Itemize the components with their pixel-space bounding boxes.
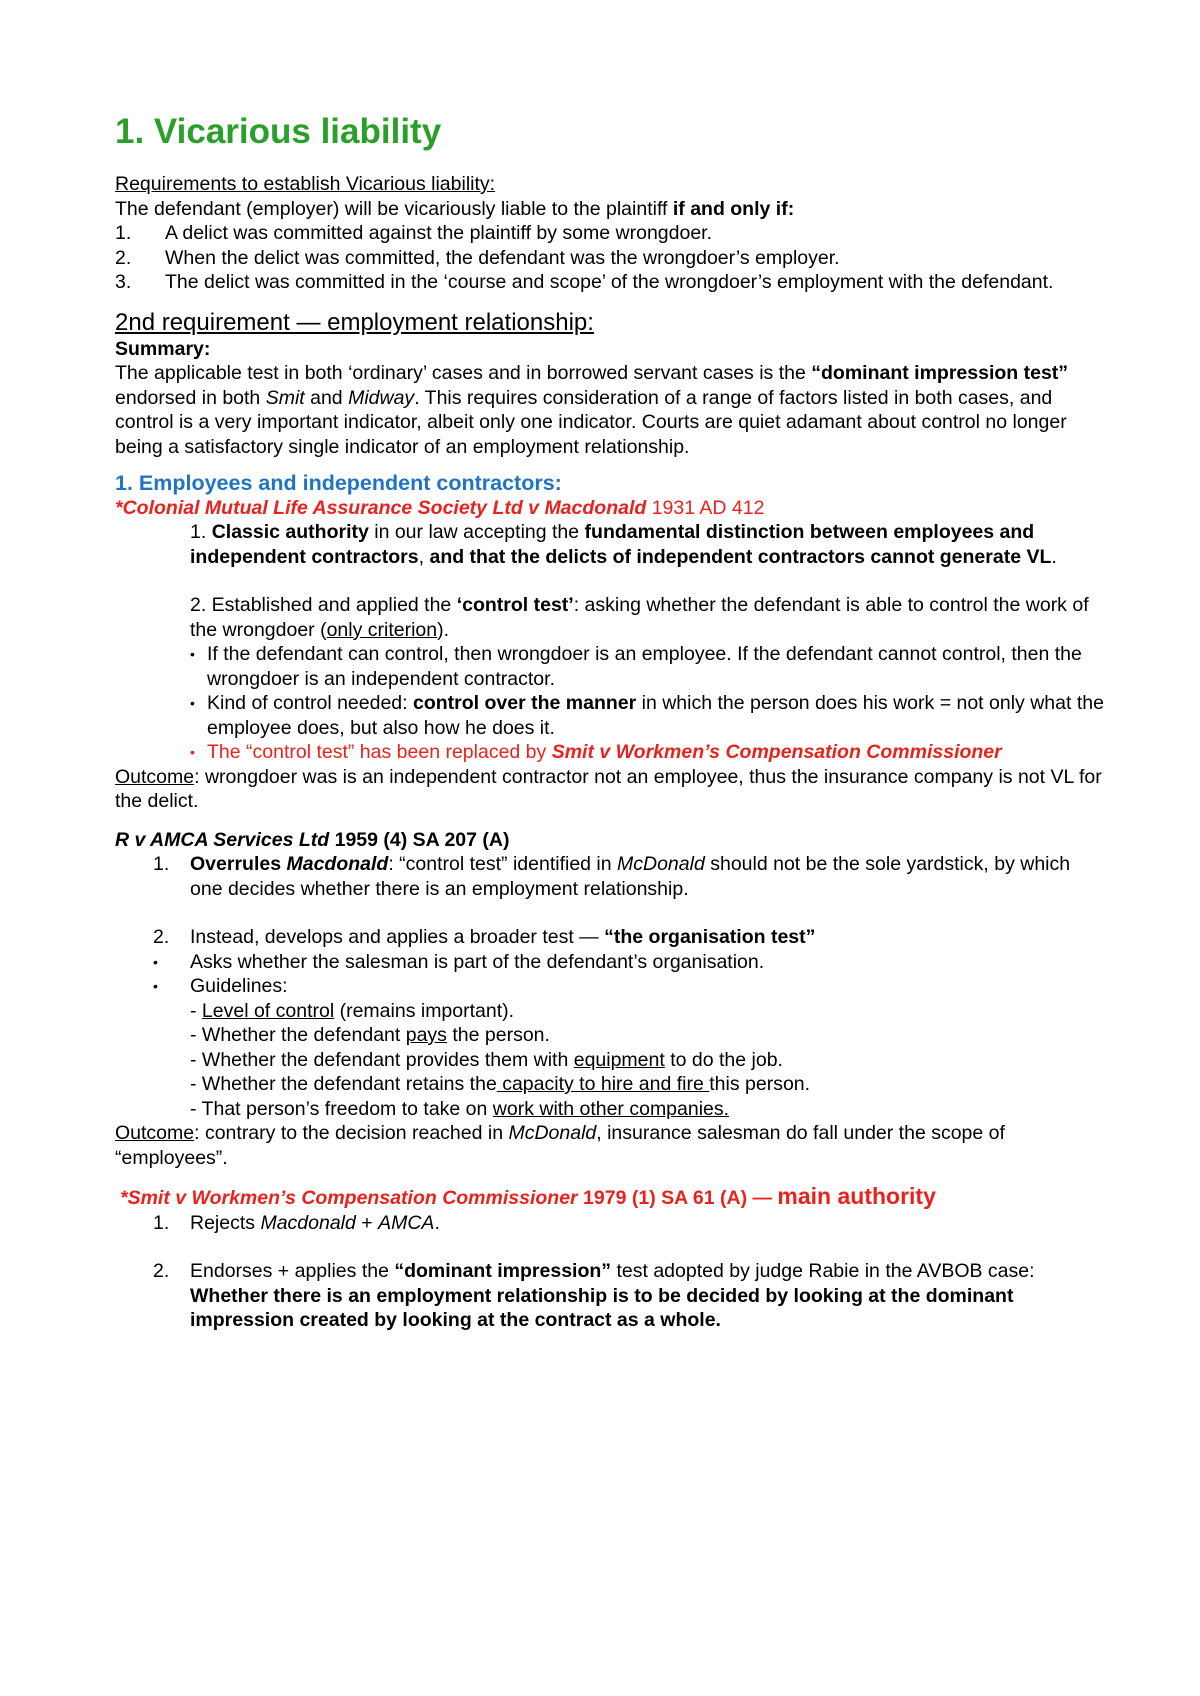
section-heading-employment: 2nd requirement — employment relationship: (115, 308, 594, 336)
requirement-item (115, 270, 1105, 295)
requirements-intro: The defendant (employer) will be vicariously liable to the plaintiff if and only if: (115, 197, 795, 220)
bullet-icon: • (190, 695, 195, 711)
requirement-number: 2. (115, 246, 132, 269)
bullet-icon: • (153, 978, 158, 994)
requirement-number: 3. (115, 271, 132, 293)
case-colonial-point-2: 2. Established and applied the ‘control test’: asking whether the defendant is able to control the work of the wrongdoer (only criterion). (190, 594, 1089, 641)
case-amca-item-1: 1. Overrules Macdonald: “control test” identified in McDonald should not be the sole yardstick, by which one decides whether there is an employment relationship. (153, 853, 1071, 900)
document-page (115, 112, 1105, 1333)
guideline-item: - That person’s freedom to take on work with other companies. (190, 1097, 730, 1120)
guideline-item: - Whether the defendant retains the capacity to hire and fire this person. (190, 1073, 811, 1095)
requirement-number: 1. (115, 222, 132, 244)
guideline-item: - Whether the defendant provides them with equipment to do the job. (190, 1048, 783, 1071)
bullet-item: • If the defendant can control, then wrongdoer is an employee. If the defendant cannot control, then the wrongdoer is an independent contractor. (190, 643, 1082, 690)
case-smit-item-1: 1. Rejects Macdonald + AMCA. (153, 1211, 440, 1234)
bullet-item: • Guidelines: (153, 975, 288, 997)
bullet-icon: • (190, 646, 195, 662)
bullet-item: • Asks whether the salesman is part of the defendant’s organisation. (153, 950, 765, 973)
guideline-item: - Level of control (remains important). (190, 999, 515, 1022)
page-title: 1. Vicarious liability (115, 112, 442, 151)
bullet-item: • The “control test” has been replaced by Smit v Workmen’s Compensation Commissioner (190, 741, 1002, 763)
requirements-heading: Requirements to establish Vicarious liability: (115, 173, 496, 195)
case-amca-item-2: 2. Instead, develops and applies a broader test — “the organisation test” (153, 926, 816, 948)
bullet-icon: • (153, 953, 158, 970)
bullet-item: • Kind of control needed: control over the manner in which the person does his work = not only what the employee does, but also how he does it. (190, 692, 1104, 739)
summary-label: Summary: (115, 337, 211, 360)
case-colonial-outcome: Outcome: wrongdoer was is an independent contractor not an employee, thus the insurance company is not VL for the delict. (115, 765, 1102, 812)
requirement-text: A delict was committed against the plaintiff by some wrongdoer. (165, 222, 713, 244)
subsection-heading-employees: 1. Employees and independent contractors: (115, 471, 562, 495)
requirement-text: When the delict was committed, the defendant was the wrongdoer’s employer. (165, 246, 840, 269)
summary-paragraph: The applicable test in both ‘ordinary’ cases and in borrowed servant cases is the “dominant impression test” endorsed in both Smit and Midway. This requires consideration of a range of factors listed in both cases, and control is a very important indicator, albeit only one indicator. Courts are quiet adamant about control no longer being a satisfactory single indicator of an employment relationship. (115, 362, 1069, 458)
case-smit-item-2: 2. Endorses + applies the “dominant impression” test adopted by judge Rabie in the AVBOB case: Whether there is an employment relationship is to be decided by looking at the dominant impression created by looking at the contract as a whole. (153, 1260, 1035, 1331)
case-smit-heading: *Smit v Workmen’s Compensation Commissioner 1979 (1) SA 61 (A) — main authority (120, 1183, 936, 1209)
guideline-item: - Whether the defendant pays the person. (190, 1024, 550, 1046)
case-colonial-point-1: 1. Classic authority in our law accepting the fundamental distinction between employees and independent contractors, and that the delicts of independent contractors cannot generate VL. (190, 521, 1057, 568)
requirement-item (115, 246, 1105, 271)
requirement-text: The delict was committed in the ‘course and scope’ of the wrongdoer’s employment with the defendant. (165, 271, 1054, 293)
case-amca-outcome: Outcome: contrary to the decision reached in McDonald, insurance salesman do fall under the scope of “employees”. (115, 1122, 1005, 1169)
case-amca-heading: R v AMCA Services Ltd 1959 (4) SA 207 (A) (115, 828, 510, 851)
requirement-item (115, 221, 1105, 246)
bullet-icon: • (190, 744, 195, 760)
requirements-list (115, 221, 1105, 295)
case-colonial-heading: *Colonial Mutual Life Assurance Society Ltd v Macdonald 1931 AD 412 (115, 496, 765, 519)
